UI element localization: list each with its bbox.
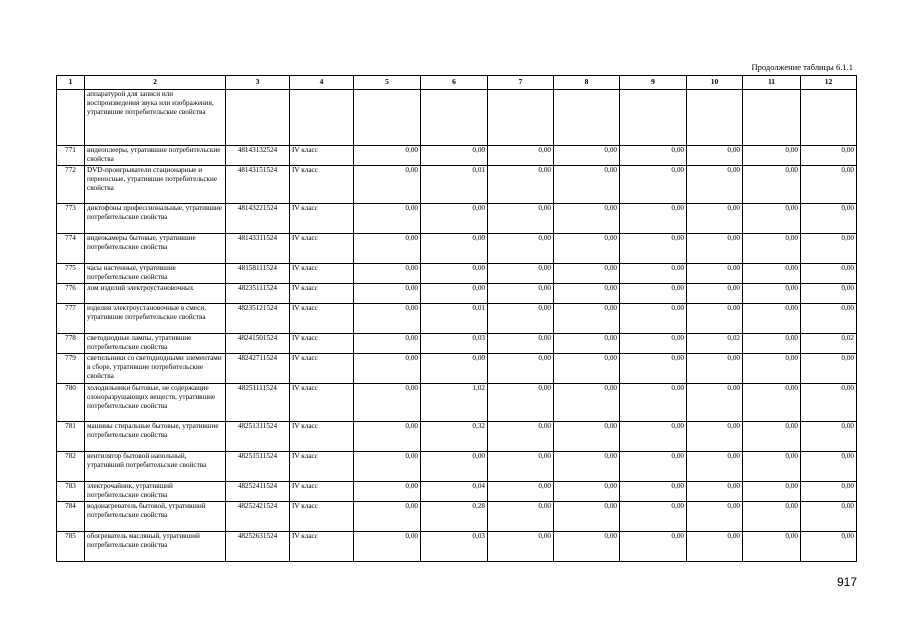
- value-cell: 0,00: [620, 234, 687, 264]
- waste-name: машины стиральные бытовые, утратившие потребительские свойства: [85, 422, 226, 452]
- value-cell: 0,00: [421, 264, 488, 284]
- value-cell: 0,00: [354, 502, 421, 532]
- value-cell: 0,00: [620, 384, 687, 422]
- data-table: [56, 75, 857, 562]
- fkko-code: 48143311524: [226, 234, 290, 264]
- value-cell: 0,00: [354, 234, 421, 264]
- value-cell: 0,00: [620, 146, 687, 166]
- fkko-code: 48242711524: [226, 354, 290, 384]
- value-cell: 0,00: [488, 422, 554, 452]
- col-header: 6: [421, 76, 488, 90]
- col-header: 10: [687, 76, 743, 90]
- value-cell: 0,00: [488, 334, 554, 354]
- col-header: 1: [57, 76, 85, 90]
- value-cell: 0,00: [743, 284, 801, 304]
- value-cell: 0,00: [801, 502, 857, 532]
- table-row: [57, 502, 857, 532]
- value-cell: 0,00: [801, 204, 857, 234]
- hazard-class: IV класс: [290, 422, 354, 452]
- fkko-code: 48143151524: [226, 166, 290, 204]
- header-row: [57, 76, 857, 90]
- value-cell: 0,00: [801, 354, 857, 384]
- fkko-code: 48235111524: [226, 284, 290, 304]
- value-cell: 0,00: [554, 502, 620, 532]
- value-cell: 0,00: [687, 502, 743, 532]
- fkko-code: 48143221524: [226, 204, 290, 234]
- value-cell: 0,00: [354, 354, 421, 384]
- value-cell: 0,00: [801, 532, 857, 562]
- continuation-text: аппаратурой для записи или воспроизведения звука или изображения, утратившие потребительские свойства: [85, 90, 226, 146]
- value-cell: 0,00: [801, 422, 857, 452]
- table-row: [57, 284, 857, 304]
- row-number: 778: [57, 334, 85, 354]
- value-cell: 0,00: [743, 422, 801, 452]
- waste-name: видеокамеры бытовые, утратившие потребительские свойства: [85, 234, 226, 264]
- value-cell: 0,00: [488, 264, 554, 284]
- value-cell: 0,00: [488, 146, 554, 166]
- value-cell: 0,00: [620, 334, 687, 354]
- fkko-code: 48252411524: [226, 482, 290, 502]
- value-cell: 0,00: [421, 452, 488, 482]
- value-cell: 0,00: [488, 284, 554, 304]
- value-cell: 0,00: [743, 234, 801, 264]
- hazard-class: IV класс: [290, 384, 354, 422]
- value-cell: 0,00: [421, 146, 488, 166]
- waste-name: холодильники бытовые, не содержащие озоноразрушающих веществ, утратившие потребительские свойства: [85, 384, 226, 422]
- value-cell: 0,00: [554, 284, 620, 304]
- value-cell: 0,00: [354, 284, 421, 304]
- table-row: [57, 422, 857, 452]
- value-cell: 0,00: [354, 204, 421, 234]
- value-cell: 0,00: [687, 384, 743, 422]
- value-cell: 1,02: [421, 384, 488, 422]
- fkko-code: 48235121524: [226, 304, 290, 334]
- value-cell: 0,00: [354, 334, 421, 354]
- col-header: 8: [554, 76, 620, 90]
- value-cell: 0,00: [554, 334, 620, 354]
- row-number: 779: [57, 354, 85, 384]
- col-header: 7: [488, 76, 554, 90]
- value-cell: 0,00: [554, 482, 620, 502]
- value-cell: 0,00: [743, 334, 801, 354]
- value-cell: 0,00: [743, 146, 801, 166]
- value-cell: 0,00: [743, 532, 801, 562]
- waste-name: водонагреватель бытовой, утративший потребительские свойства: [85, 502, 226, 532]
- value-cell: 0,02: [801, 334, 857, 354]
- value-cell: 0,00: [620, 532, 687, 562]
- fkko-code: 48143132524: [226, 146, 290, 166]
- hazard-class: IV класс: [290, 354, 354, 384]
- value-cell: 0,00: [801, 452, 857, 482]
- value-cell: 0,00: [801, 384, 857, 422]
- row-number: 781: [57, 422, 85, 452]
- value-cell: 0,00: [801, 146, 857, 166]
- value-cell: 0,00: [743, 304, 801, 334]
- value-cell: 0,00: [488, 532, 554, 562]
- value-cell: 0,00: [354, 304, 421, 334]
- value-cell: 0,00: [687, 482, 743, 502]
- value-cell: 0,00: [488, 304, 554, 334]
- table-row: [57, 384, 857, 422]
- hazard-class: IV класс: [290, 452, 354, 482]
- waste-name: лом изделий электроустановочных: [85, 284, 226, 304]
- row-number: 785: [57, 532, 85, 562]
- table-caption: Продолжение таблицы 6.1.1: [751, 62, 853, 72]
- value-cell: 0,00: [743, 384, 801, 422]
- value-cell: 0,00: [743, 482, 801, 502]
- fkko-code: 48251311524: [226, 422, 290, 452]
- value-cell: 0,00: [354, 422, 421, 452]
- table-row: [57, 264, 857, 284]
- hazard-class: IV класс: [290, 502, 354, 532]
- value-cell: 0,00: [687, 422, 743, 452]
- page-number: 917: [836, 575, 857, 589]
- table-row: [57, 166, 857, 204]
- value-cell: 0,00: [687, 452, 743, 482]
- value-cell: 0,00: [801, 304, 857, 334]
- waste-name: диктофоны профессиональные, утратившие потребительские свойства: [85, 204, 226, 234]
- value-cell: 0,00: [743, 354, 801, 384]
- value-cell: 0,00: [743, 204, 801, 234]
- value-cell: 0,00: [743, 452, 801, 482]
- value-cell: 0,00: [801, 234, 857, 264]
- row-number: 776: [57, 284, 85, 304]
- col-header: 12: [801, 76, 857, 90]
- col-header: 9: [620, 76, 687, 90]
- table-row: [57, 334, 857, 354]
- value-cell: 0,00: [687, 146, 743, 166]
- fkko-code: 48252421524: [226, 502, 290, 532]
- hazard-class: IV класс: [290, 532, 354, 562]
- value-cell: 0,00: [488, 482, 554, 502]
- row-number: 773: [57, 204, 85, 234]
- value-cell: 0,00: [554, 532, 620, 562]
- hazard-class: IV класс: [290, 304, 354, 334]
- waste-name: вентилятор бытовой напольный, утративший потребительские свойства: [85, 452, 226, 482]
- value-cell: 0,00: [620, 452, 687, 482]
- value-cell: 0,00: [743, 502, 801, 532]
- value-cell: 0,00: [488, 234, 554, 264]
- value-cell: 0,00: [488, 204, 554, 234]
- value-cell: 0,00: [620, 354, 687, 384]
- value-cell: 0,00: [687, 204, 743, 234]
- hazard-class: IV класс: [290, 334, 354, 354]
- table-row: [57, 146, 857, 166]
- value-cell: 0,00: [554, 304, 620, 334]
- table-row: [57, 482, 857, 502]
- value-cell: 0,00: [620, 502, 687, 532]
- hazard-class: IV класс: [290, 264, 354, 284]
- waste-name: часы настенные, утратившие потребительские свойства: [85, 264, 226, 284]
- value-cell: 0,00: [554, 384, 620, 422]
- waste-name: светодиодные лампы, утратившие потребительские свойства: [85, 334, 226, 354]
- hazard-class: IV класс: [290, 204, 354, 234]
- hazard-class: IV класс: [290, 146, 354, 166]
- row-number: 783: [57, 482, 85, 502]
- waste-name: обогреватель масляный, утративший потребительские свойства: [85, 532, 226, 562]
- value-cell: 0,00: [687, 264, 743, 284]
- value-cell: 0,00: [554, 264, 620, 284]
- value-cell: 0,01: [421, 304, 488, 334]
- value-cell: 0,00: [354, 264, 421, 284]
- waste-name: электрочайник, утративший потребительские свойства: [85, 482, 226, 502]
- row-number: 775: [57, 264, 85, 284]
- row-number: 774: [57, 234, 85, 264]
- row-number: 784: [57, 502, 85, 532]
- value-cell: 0,00: [354, 384, 421, 422]
- value-cell: 0,00: [801, 284, 857, 304]
- col-header: 5: [354, 76, 421, 90]
- table-row: [57, 204, 857, 234]
- value-cell: 0,00: [801, 482, 857, 502]
- table-row: [57, 304, 857, 334]
- value-cell: 0,00: [554, 204, 620, 234]
- waste-name: изделия электроустановочные в смеси, утратившие потребительские свойства: [85, 304, 226, 334]
- row-number: 772: [57, 166, 85, 204]
- value-cell: 0,00: [801, 166, 857, 204]
- table-row: [57, 532, 857, 562]
- col-header: 11: [743, 76, 801, 90]
- value-cell: 0,04: [421, 482, 488, 502]
- value-cell: 0,00: [354, 532, 421, 562]
- value-cell: 0,28: [421, 502, 488, 532]
- value-cell: 0,00: [554, 354, 620, 384]
- value-cell: 0,03: [421, 334, 488, 354]
- value-cell: 0,00: [687, 284, 743, 304]
- value-cell: 0,00: [488, 452, 554, 482]
- row-number: 780: [57, 384, 85, 422]
- col-header: 3: [226, 76, 290, 90]
- value-cell: 0,00: [554, 422, 620, 452]
- table-row: [57, 354, 857, 384]
- row-number: 777: [57, 304, 85, 334]
- value-cell: 0,00: [743, 166, 801, 204]
- value-cell: 0,00: [620, 482, 687, 502]
- continuation-row: [57, 90, 857, 146]
- value-cell: 0,00: [421, 234, 488, 264]
- value-cell: 0,00: [801, 264, 857, 284]
- value-cell: 0,00: [687, 304, 743, 334]
- waste-name: видеоплееры, утратившие потребительские свойства: [85, 146, 226, 166]
- value-cell: 0,01: [421, 166, 488, 204]
- value-cell: 0,00: [354, 452, 421, 482]
- value-cell: 0,00: [620, 264, 687, 284]
- row-number: 771: [57, 146, 85, 166]
- value-cell: 0,00: [687, 354, 743, 384]
- value-cell: 0,00: [620, 422, 687, 452]
- value-cell: 0,00: [554, 166, 620, 204]
- col-header: 4: [290, 76, 354, 90]
- row-number: 782: [57, 452, 85, 482]
- value-cell: 0,32: [421, 422, 488, 452]
- hazard-class: IV класс: [290, 284, 354, 304]
- value-cell: 0,00: [554, 146, 620, 166]
- value-cell: 0,00: [354, 482, 421, 502]
- value-cell: 0,00: [421, 354, 488, 384]
- col-header: 2: [85, 76, 226, 90]
- fkko-code: 48251111524: [226, 384, 290, 422]
- value-cell: 0,00: [554, 452, 620, 482]
- value-cell: 0,00: [488, 354, 554, 384]
- value-cell: 0,00: [743, 264, 801, 284]
- value-cell: 0,00: [620, 304, 687, 334]
- value-cell: 0,00: [354, 166, 421, 204]
- value-cell: 0,00: [687, 234, 743, 264]
- table-row: [57, 234, 857, 264]
- value-cell: 0,00: [620, 166, 687, 204]
- hazard-class: IV класс: [290, 234, 354, 264]
- value-cell: 0,00: [687, 166, 743, 204]
- table-row: [57, 452, 857, 482]
- fkko-code: 48241501524: [226, 334, 290, 354]
- waste-name: DVD-проигрыватели стационарные и переносные, утратившие потребительские свойства: [85, 166, 226, 204]
- value-cell: 0,00: [421, 284, 488, 304]
- value-cell: 0,00: [488, 384, 554, 422]
- value-cell: 0,00: [620, 284, 687, 304]
- hazard-class: IV класс: [290, 482, 354, 502]
- value-cell: 0,00: [488, 166, 554, 204]
- waste-name: светильники со светодиодными элементами в сборе, утратившие потребительские свойства: [85, 354, 226, 384]
- value-cell: 0,00: [488, 502, 554, 532]
- fkko-code: 48158111524: [226, 264, 290, 284]
- fkko-code: 48252631524: [226, 532, 290, 562]
- value-cell: 0,00: [354, 146, 421, 166]
- value-cell: 0,03: [421, 532, 488, 562]
- fkko-code: 48251511524: [226, 452, 290, 482]
- hazard-class: IV класс: [290, 166, 354, 204]
- value-cell: 0,00: [687, 532, 743, 562]
- value-cell: 0,00: [620, 204, 687, 234]
- value-cell: 0,00: [554, 234, 620, 264]
- value-cell: 0,00: [421, 204, 488, 234]
- value-cell: 0,02: [687, 334, 743, 354]
